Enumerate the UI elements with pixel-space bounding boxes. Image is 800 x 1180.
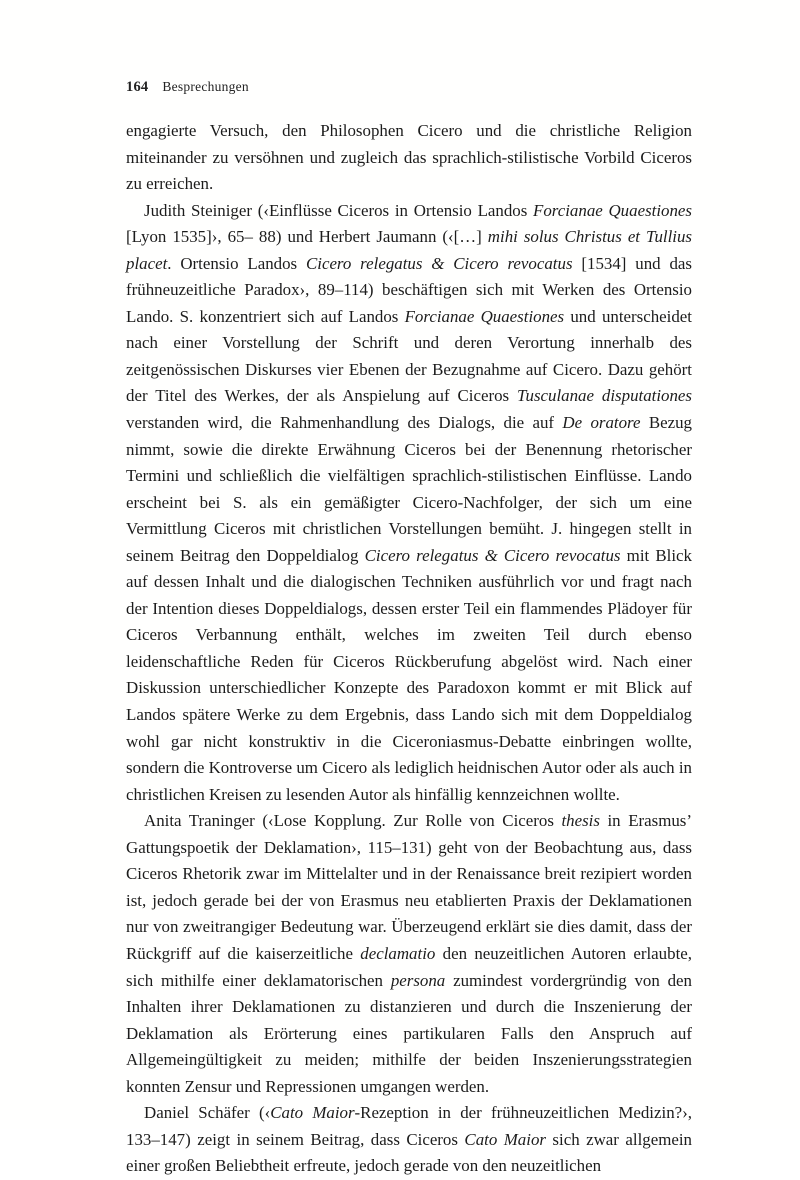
italic-run: Forcianae Quaestiones	[404, 306, 565, 326]
running-head	[126, 79, 692, 96]
paragraph	[126, 808, 692, 1100]
italic-run: declamatio	[360, 943, 436, 963]
text-run: mit Blick auf dessen Inhalt und die dialogischen Techniken ausführlich vor und fragt nach der Intention dieses Doppeldialogs, dessen erster Teil ein flammendes Plädoyer für Ciceros Verbannung enthält, welches im zweiten Teil durch ebenso leidenschaftliche Reden für Ciceros Rückberufung abgelöst wird. Nach einer Diskussion unterschiedlicher Konzepte des Paradoxon kommt er mit Blick auf Landos spätere Werke zu dem Ergebnis, dass Lando sich mit dem Doppeldialog wohl gar nicht konstruktiv in die Ciceroniasmus-Debatte einbringen wollte, sondern die Kontroverse um Cicero als lediglich heidnischen Autor oder als auch in christlichen Kreisen zu lesenden Autor als hinfällig kennzeichnen wollte.	[126, 545, 692, 804]
body-text-column	[126, 118, 692, 1180]
paragraph	[126, 198, 692, 809]
paragraph	[126, 1100, 692, 1180]
text-run: Bezug nimmt, sowie die direkte Erwähnung Ciceros bei der Benennung rhetorischer Termini und schließlich die vielfältigen sprachlich-stilistischen Einflüsse. Lando erscheint bei S. als ein gemäßigter Cicero-Nachfolger, der sich um eine Vermittlung Ciceros mit christlichen Vorstellungen bemüht. J. hingegen stellt in seinem Beitrag den Doppeldialog	[126, 413, 692, 565]
text-run: engagierte Versuch, den Philosophen Cicero und die christliche Religion miteinander zu versöhnen und zugleich das sprachlich-stilistische Vorbild Ciceros zu erreichen.	[126, 121, 692, 194]
text-run: Daniel Schäfer (‹	[144, 1103, 271, 1123]
italic-run: Cato Maior	[270, 1103, 355, 1123]
text-run: in Erasmus’ Gattungspoetik der Deklamation›, 115–131) geht von der Beobachtung aus, dass Ciceros Rhetorik zwar im Mittelalter und in der Renaissance breit rezipiert worden ist, jedoch gerade bei der von Erasmus neu etablierten Praxis der Deklamationen nur von zweitrangiger Bedeutung war. Überzeugend erklärt sie dies damit, dass der Rückgriff auf die kaiserzeitliche	[126, 811, 692, 963]
text-run: . Ortensio Landos	[167, 253, 306, 273]
text-run: und unterscheidet nach einer Vorstellung der Schrift und deren Verortung innerhalb des zeitgenössischen Diskurses vier Ebenen der Bezugnahme auf Cicero. Dazu gehört der Titel des Werkes, der als Anspielung auf Ciceros	[126, 306, 692, 406]
text-run: [1534] und das frühneuzeitliche Paradox›, 89–114) beschäftigen sich mit Werken des Ortensio Lando. S. konzentriert sich auf Landos	[126, 253, 692, 326]
italic-run: Cato Maior	[464, 1129, 546, 1149]
italic-run: Forcianae Quaestiones	[533, 200, 692, 220]
italic-run: Tusculanae disputationes	[517, 386, 692, 406]
text-run: verstanden wird, die Rahmenhandlung des Dialogs, die auf	[126, 413, 563, 433]
text-run: Anita Traninger (‹Lose Kopplung. Zur Rolle von Ciceros	[144, 811, 562, 831]
running-head-title: Besprechungen	[162, 79, 249, 94]
paragraph	[126, 118, 692, 198]
italic-run: De oratore	[562, 413, 641, 433]
italic-run: mihi solus Christus et Tullius placet	[126, 227, 693, 273]
italic-run: Cicero relegatus & Cicero revocatus	[364, 545, 621, 565]
text-run: sich zwar allgemein einer großen Beliebtheit erfreute, jedoch gerade von den neuzeitlichen	[126, 1129, 692, 1176]
italic-run: persona	[390, 970, 446, 990]
italic-run: Cicero relegatus & Cicero revocatus	[305, 253, 573, 273]
text-run: zumindest vordergründig von den Inhalten ihrer Deklamationen zu distanzieren und durch die Inszenierung der Deklamation als Erörterung eines partikularen Falls den Anspruch auf Allgemeingültigkeit zu meiden; mithilfe der beiden Inszenierungsstrategien konnten Zensur und Repressionen umgangen werden.	[126, 970, 692, 1096]
page-number: 164	[126, 79, 149, 95]
text-run: [Lyon 1535]›, 65– 88) und Herbert Jaumann (‹[…]	[126, 227, 488, 247]
italic-run: thesis	[561, 811, 600, 831]
text-run: den neuzeitlichen Autoren erlaubte, sich mithilfe einer deklamatorischen	[126, 943, 692, 990]
text-run: Judith Steiniger (‹Einflüsse Ciceros in Ortensio Landos	[144, 200, 534, 220]
text-run: -Rezeption in der frühneuzeitlichen Medizin?›, 133–147) zeigt in seinem Beitrag, dass Ciceros	[126, 1103, 692, 1149]
